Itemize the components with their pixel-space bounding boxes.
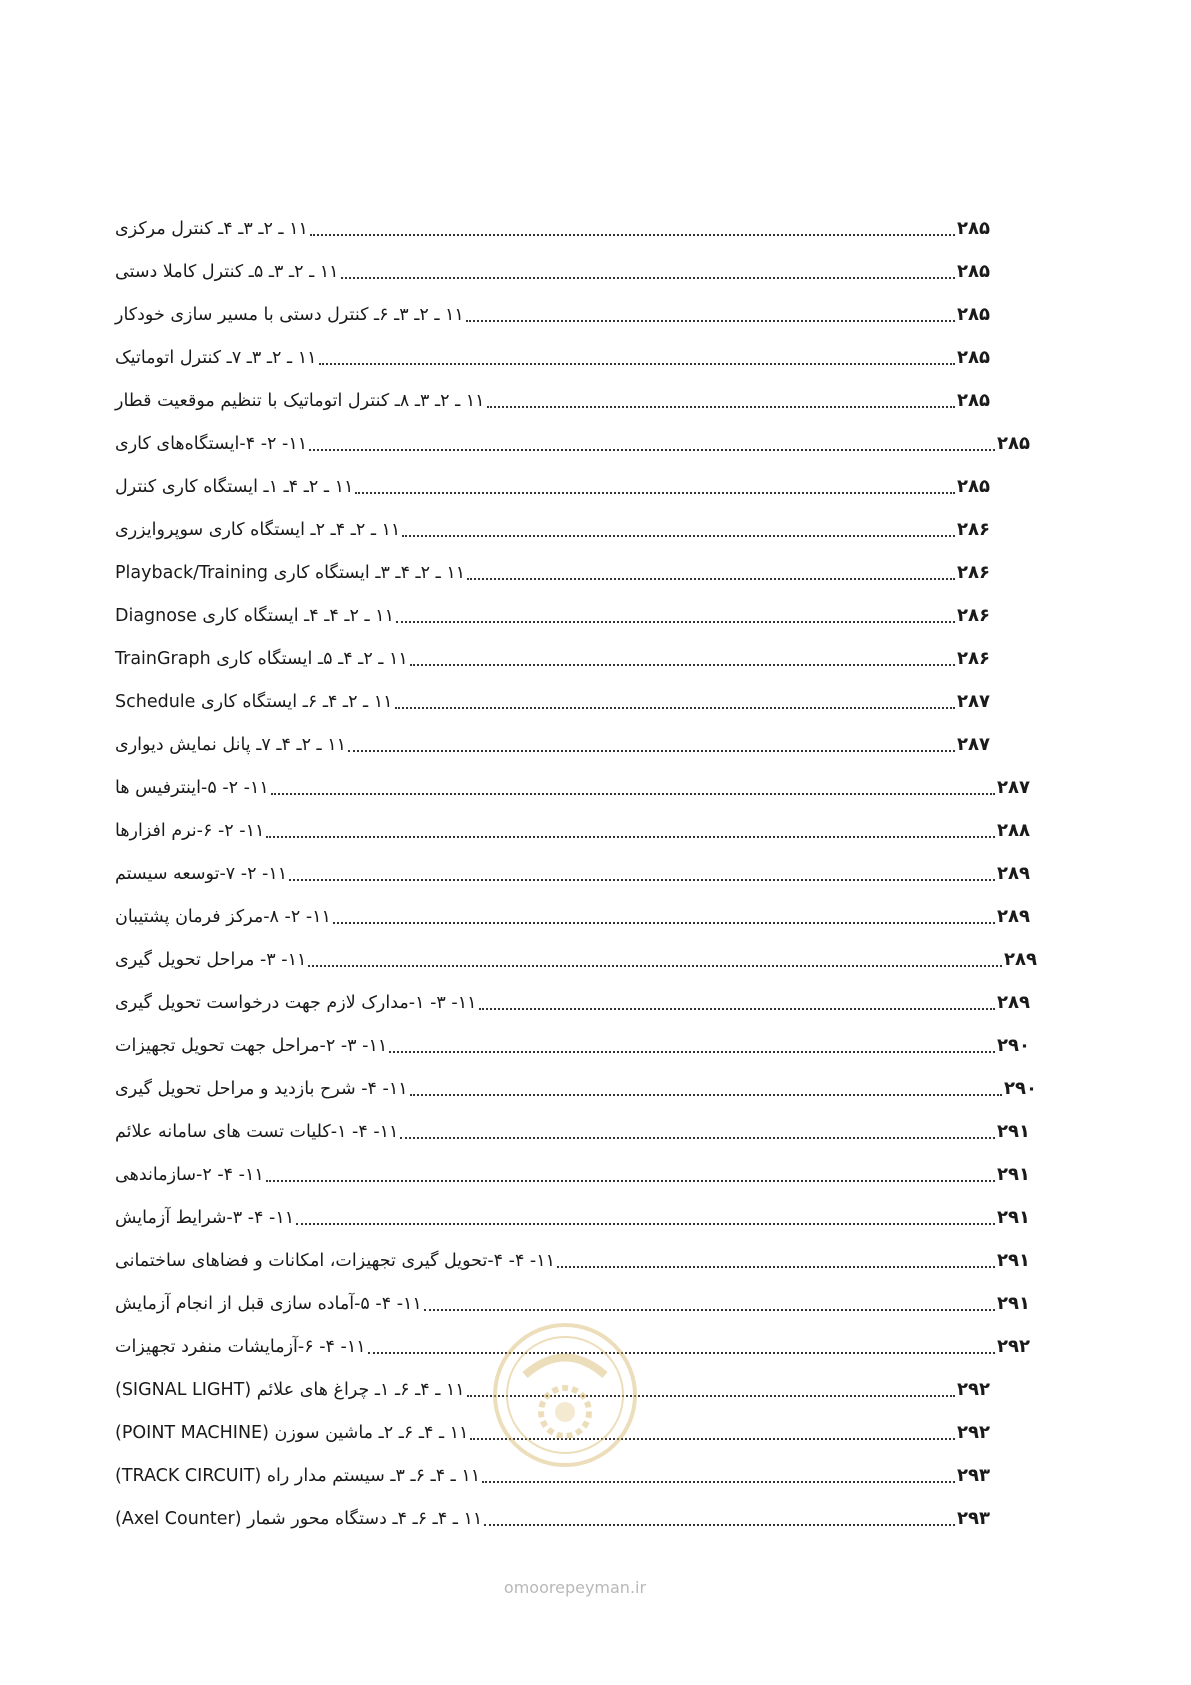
toc-entry-title: ۱۱- ۴- ۵-آماده سازی قبل از انجام آزمایش [115,1294,422,1314]
dot-leader [348,750,955,752]
toc-entry-title: ۱۱ ـ ۴ـ ۶ـ ۴ـ دستگاه محور شمار (Axel Counter) [115,1509,483,1529]
toc-entry-title: ۱۱ ـ ۲ـ ۴ـ ۲ـ ایستگاه کاری سوپروایزری [115,520,401,540]
toc-entry-title: ۱۱ ـ ۲ـ ۳ـ ۶ـ کنترل دستی با مسیر سازی خودکار [115,305,464,325]
toc-entry-title: ۱۱- ۳- ۲-مراحل جهت تحویل تجهیزات [115,1036,388,1056]
toc-entry-title: ۱۱- ۴- ۱-کلیات تست های سامانه علائم [115,1122,399,1142]
dot-leader [402,535,955,537]
toc-entry-page: ۲۸۷ [957,691,990,712]
toc-entry-page: ۲۸۷ [997,777,1030,798]
toc-entry-page: ۲۸۹ [997,992,1030,1013]
dot-leader [424,1309,995,1311]
dot-leader [400,1137,995,1139]
toc-entry[interactable] [115,429,1031,459]
dot-leader [296,1223,995,1225]
dot-leader [467,578,955,580]
dot-leader [389,1051,995,1053]
dot-leader [310,234,955,236]
toc-entry-title: ۱۱ ـ ۲ـ ۳ـ ۴ـ کنترل مرکزی [115,219,308,239]
dot-leader [368,1352,995,1354]
toc-entry-title: ۱۱- ۲- ۶-نرم افزارها [115,821,265,841]
toc-entry-title: ۱۱ ـ ۲ـ ۴ـ ۳ـ ایستگاه کاری Playback/Training [115,563,466,583]
toc-entry-title: ۱۱ ـ ۲ـ ۴ـ ۴ـ ایستگاه کاری Diagnose [115,606,394,626]
toc-entry-page: ۲۸۵ [957,218,990,239]
dot-leader [289,879,995,881]
toc-entry-page: ۲۹۳ [957,1465,990,1486]
toc-entry-title: ۱۱- ۳- ۱-مدارک لازم جهت درخواست تحویل گیری [115,993,477,1013]
dot-leader [308,965,1002,967]
dot-leader [484,1524,955,1526]
dot-leader [396,621,955,623]
toc-entry-page: ۲۸۹ [997,906,1030,927]
toc-entry-page: ۲۹۲ [957,1422,990,1443]
toc-entry[interactable] [115,1246,1031,1276]
toc-entry[interactable] [115,214,991,244]
toc-entry-page: ۲۹۱ [997,1121,1030,1142]
toc-entry-page: ۲۸۹ [1004,949,1037,970]
toc-entry[interactable] [115,859,1031,889]
toc-entry[interactable] [115,644,991,674]
toc-entry-page: ۲۸۶ [957,519,990,540]
toc-entry-page: ۲۹۱ [997,1293,1030,1314]
toc-entry-title: ۱۱- ۴- شرح بازدید و مراحل تحویل گیری [115,1079,408,1099]
toc-entry[interactable] [115,1203,1031,1233]
dot-leader [410,1094,1002,1096]
toc-entry-title: ۱۱ ـ ۴ـ ۶ـ ۲ـ ماشین سوزن (POINT MACHINE) [115,1423,469,1443]
toc-entry-page: ۲۸۶ [957,605,990,626]
toc-entry-page: ۲۸۶ [957,648,990,669]
toc-entry[interactable] [115,1504,991,1534]
toc-entry-page: ۲۸۸ [997,820,1030,841]
toc-entry[interactable] [115,687,991,717]
toc-entry-page: ۲۸۹ [997,863,1030,884]
toc-entry[interactable] [115,343,991,373]
toc-entry[interactable] [115,945,1038,975]
toc-entry[interactable] [115,816,1031,846]
toc-entry-page: ۲۹۲ [957,1379,990,1400]
toc-entry[interactable] [115,1031,1031,1061]
toc-entry-title: ۱۱- ۲- ۵-اینترفیس ها [115,778,269,798]
dot-leader [309,449,995,451]
toc-entry-page: ۲۸۵ [957,390,990,411]
toc-entry[interactable] [115,558,991,588]
toc-entry[interactable] [115,902,1031,932]
toc-entry-title: ۱۱ ـ ۲ـ ۴ـ ۷ـ پانل نمایش دیواری [115,735,347,755]
toc-entry[interactable] [115,472,991,502]
toc-entry-title: ۱۱ ـ ۴ـ ۶ـ ۱ـ چراغ های علائم (SIGNAL LIGHT) [115,1380,465,1400]
dot-leader [355,492,955,494]
toc-entry-page: ۲۸۵ [957,261,990,282]
toc-entry-title: ۱۱ ـ ۲ـ ۳ـ ۸ـ کنترل اتوماتیک با تنظیم موقعیت قطار [115,391,485,411]
toc-entry-title: ۱۱ ـ ۲ـ ۳ـ ۷ـ کنترل اتوماتیک [115,348,317,368]
dot-leader [466,320,955,322]
toc-entry[interactable] [115,300,991,330]
toc-entry-page: ۲۸۵ [957,347,990,368]
dot-leader [271,793,995,795]
toc-entry[interactable] [115,1160,1031,1190]
dot-leader [410,664,955,666]
dot-leader [482,1481,955,1483]
toc-entry-title: ۱۱- ۴- ۲-سازماندهی [115,1165,264,1185]
dot-leader [266,1180,995,1182]
toc-entry-title: ۱۱ ـ ۲ـ ۴ـ ۱ـ ایستگاه کاری کنترل [115,477,354,497]
toc-entry-page: ۲۹۰ [997,1035,1030,1056]
dot-leader [487,406,955,408]
dot-leader [479,1008,995,1010]
toc-entry[interactable] [115,257,991,287]
toc-entry-page: ۲۹۳ [957,1508,990,1529]
toc-entry-title: ۱۱ ـ ۴ـ ۶ـ ۳ـ سیستم مدار راه (TRACK CIRCUIT) [115,1466,481,1486]
watermark-site-text: omoorepeyman.ir [503,1578,647,1597]
toc-entry-page: ۲۸۵ [957,476,990,497]
dot-leader [319,363,955,365]
toc-entry-page: ۲۸۵ [997,433,1030,454]
toc-entry[interactable] [115,1074,1038,1104]
toc-entry-title: ۱۱- ۳- مراحل تحویل گیری [115,950,307,970]
toc-entry-page: ۲۸۶ [957,562,990,583]
toc-entry-title: ۱۱- ۴- ۶-آزمایشات منفرد تجهیزات [115,1337,366,1357]
toc-entry[interactable] [115,988,1031,1018]
toc-entry[interactable] [115,1117,1031,1147]
toc-entry-title: ۱۱ ـ ۲ـ ۳ـ ۵ـ کنترل کاملا دستی [115,262,339,282]
toc-entry-page: ۲۹۱ [997,1250,1030,1271]
toc-entry-title: ۱۱ ـ ۲ـ ۴ـ ۵ـ ایستگاه کاری TrainGraph [115,649,408,669]
dot-leader [341,277,955,279]
toc-entry[interactable] [115,601,991,631]
toc-entry-title: ۱۱- ۲- ۷-توسعه سیستم [115,864,288,884]
toc-entry-page: ۲۹۱ [997,1164,1030,1185]
watermark-logo-icon [490,1320,640,1470]
toc-entry-page: ۲۹۱ [997,1207,1030,1228]
toc-entry-title: ۱۱- ۴- ۳-شرایط آزمایش [115,1208,295,1228]
toc-entry-title: ۱۱ ـ ۲ـ ۴ـ ۶ـ ایستگاه کاری Schedule [115,692,393,712]
toc-entry-page: ۲۹۲ [997,1336,1030,1357]
dot-leader [266,836,995,838]
dot-leader [557,1266,995,1268]
toc-entry[interactable] [115,773,1031,803]
toc-entry[interactable] [115,730,991,760]
toc-entry-page: ۲۸۷ [957,734,990,755]
toc-entry-title: ۱۱- ۲- ۴-ایستگاه‌های کاری [115,434,308,454]
toc-entry-page: ۲۸۵ [957,304,990,325]
toc-entry[interactable] [115,386,991,416]
toc-entry[interactable] [115,515,991,545]
toc-entry-title: ۱۱- ۲- ۸-مرکز فرمان پشتیبان [115,907,331,927]
toc-entry-page: ۲۹۰ [1004,1078,1037,1099]
toc-entry[interactable] [115,1289,1031,1319]
toc-entry-title: ۱۱- ۴- ۴-تحویل گیری تجهیزات، امکانات و فضاهای ساختمانی [115,1251,556,1271]
dot-leader [395,707,955,709]
dot-leader [333,922,995,924]
